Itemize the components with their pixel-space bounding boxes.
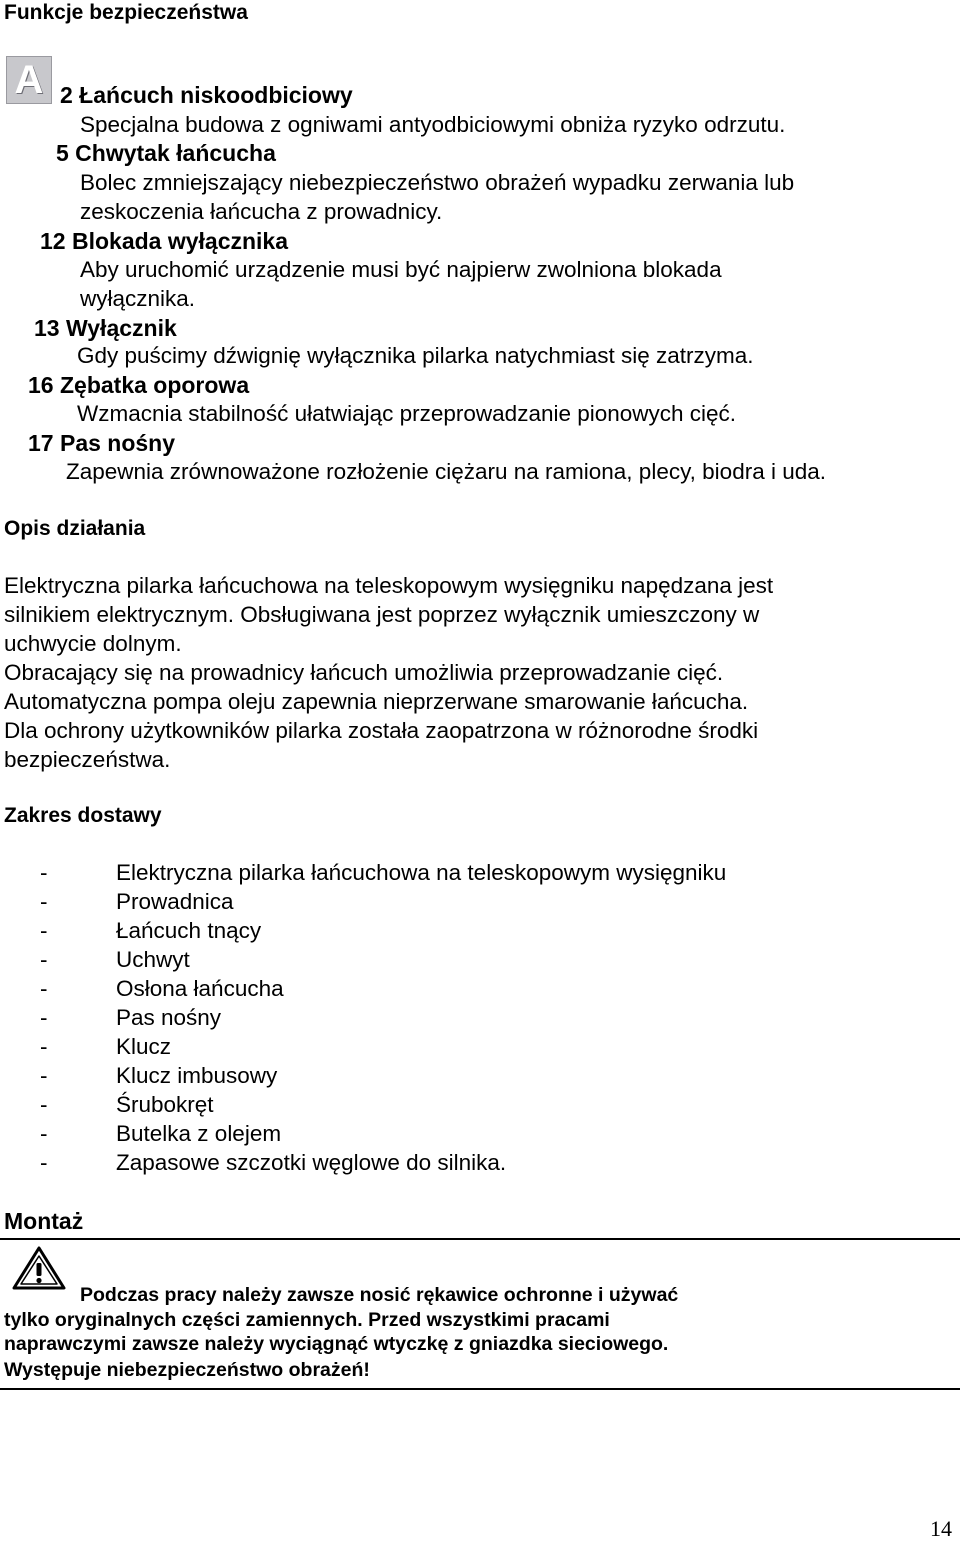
list-item: Elektryczna pilarka łańcuchowa na teleskopowym wysięgniku bbox=[116, 860, 727, 885]
feature-title-catcher: 5 Chwytak łańcucha bbox=[56, 140, 276, 166]
warning-line: Występuje niebezpieczeństwo obrażeń! bbox=[4, 1359, 370, 1381]
operation-line: Automatyczna pompa oleju zapewnia nieprzerwane smarowanie łańcucha. bbox=[4, 689, 749, 714]
warning-triangle-icon bbox=[10, 1244, 68, 1292]
illustration-label-a-icon bbox=[6, 56, 52, 104]
list-item: Uchwyt bbox=[116, 947, 190, 972]
feature-title-switch: 13 Wyłącznik bbox=[34, 315, 177, 341]
operation-line: Dla ochrony użytkowników pilarka została zaopatrzona w różnorodne środki bbox=[4, 718, 759, 743]
list-item: Osłona łańcucha bbox=[116, 976, 284, 1001]
section-heading-operation: Opis działania bbox=[4, 517, 146, 540]
feature-desc-chain: Specjalna budowa z ogniwami antyodbiciowymi obniża ryzyko odrzutu. bbox=[80, 112, 786, 137]
list-item: Śrubokręt bbox=[116, 1092, 214, 1117]
operation-line: bezpieczeństwa. bbox=[4, 747, 171, 772]
feature-title-strap: 17 Pas nośny bbox=[28, 430, 176, 456]
feature-desc-strap: Zapewnia zrównoważone rozłożenie ciężaru na ramiona, plecy, biodra i uda. bbox=[66, 459, 827, 484]
list-item: Prowadnica bbox=[116, 889, 234, 914]
list-dash: - bbox=[40, 889, 48, 914]
list-item: Zapasowe szczotki węglowe do silnika. bbox=[116, 1150, 507, 1175]
list-dash: - bbox=[40, 1005, 48, 1030]
divider-bottom bbox=[0, 1388, 960, 1390]
warning-line: tylko oryginalnych części zamiennych. Przed wszystkimi pracami bbox=[4, 1309, 610, 1331]
page-number: 14 bbox=[930, 1516, 952, 1541]
section-heading-safety: Funkcje bezpieczeństwa bbox=[4, 1, 248, 24]
feature-desc-lock-2: wyłącznika. bbox=[80, 286, 196, 311]
feature-desc-catcher-1: Bolec zmniejszający niebezpieczeństwo obrażeń wypadku zerwania lub bbox=[80, 170, 795, 195]
list-dash: - bbox=[40, 1063, 48, 1088]
list-dash: - bbox=[40, 1150, 48, 1175]
list-dash: - bbox=[40, 918, 48, 943]
warning-line: Podczas pracy należy zawsze nosić rękawice ochronne i używać bbox=[80, 1284, 679, 1306]
feature-desc-lock-1: Aby uruchomić urządzenie musi być najpierw zwolniona blokada bbox=[80, 257, 722, 282]
list-dash: - bbox=[40, 1034, 48, 1059]
feature-desc-switch: Gdy puścimy dźwignię wyłącznika pilarka natychmiast się zatrzyma. bbox=[77, 343, 754, 368]
list-item: Klucz bbox=[116, 1034, 172, 1059]
feature-desc-spike: Wzmacnia stabilność ułatwiając przeprowadzanie pionowych cięć. bbox=[77, 401, 737, 426]
section-heading-assembly: Montaż bbox=[4, 1208, 84, 1234]
badge-letter: A bbox=[14, 58, 44, 102]
operation-line: Obracający się na prowadnicy łańcuch umożliwia przeprowadzanie cięć. bbox=[4, 660, 724, 685]
list-dash: - bbox=[40, 976, 48, 1001]
feature-title-chain: 2 Łańcuch niskoodbiciowy bbox=[60, 82, 353, 108]
operation-line: silnikiem elektrycznym. Obsługiwana jest poprzez wyłącznik umieszczony w bbox=[4, 602, 760, 627]
list-dash: - bbox=[40, 860, 48, 885]
feature-title-lock: 12 Blokada wyłącznika bbox=[40, 228, 289, 254]
list-item: Łańcuch tnący bbox=[116, 918, 262, 943]
section-heading-delivery: Zakres dostawy bbox=[4, 804, 162, 827]
warning-line: naprawczymi zawsze należy wyciągnąć wtyczkę z gniazdka sieciowego. bbox=[4, 1333, 669, 1355]
list-item: Klucz imbusowy bbox=[116, 1063, 278, 1088]
feature-title-spike: 16 Zębatka oporowa bbox=[28, 372, 250, 398]
operation-line: Elektryczna pilarka łańcuchowa na teleskopowym wysięgniku napędzana jest bbox=[4, 573, 774, 598]
list-item: Butelka z olejem bbox=[116, 1121, 282, 1146]
list-dash: - bbox=[40, 1121, 48, 1146]
list-dash: - bbox=[40, 947, 48, 972]
list-dash: - bbox=[40, 1092, 48, 1117]
divider-top bbox=[0, 1238, 960, 1240]
list-item: Pas nośny bbox=[116, 1005, 222, 1030]
operation-line: uchwycie dolnym. bbox=[4, 631, 182, 656]
feature-desc-catcher-2: zeskoczenia łańcucha z prowadnicy. bbox=[80, 199, 443, 224]
